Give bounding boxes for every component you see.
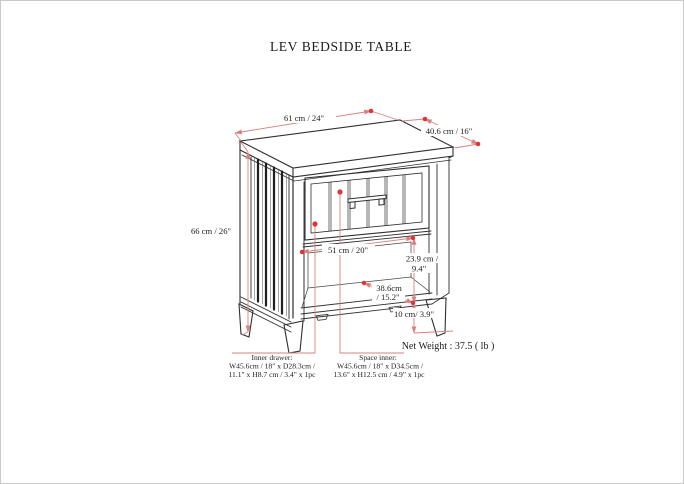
inner-drawer-line1: W45.6cm / 18" x D28.3cm / xyxy=(229,361,315,371)
label-backings xyxy=(272,112,477,318)
space-inner-line1: W45.6cm / 18" x D34.5cm / xyxy=(337,361,423,371)
space-inner-line2: 13.6" x H12.5 cm / 4.9" x 1pc xyxy=(333,370,425,379)
dim-leg-height: 10 cm/ 3.9" xyxy=(393,309,435,319)
diagram-title: LEV BEDSIDE TABLE xyxy=(269,39,413,54)
dim-top-depth: 40.6 cm / 16" xyxy=(425,126,473,136)
back-left-leg xyxy=(239,304,253,337)
space-inner-block xyxy=(334,353,426,379)
dimension-dots xyxy=(300,109,481,305)
inner-drawer-line2: 11.1" x H8.7 cm / 3.4" x 1pc xyxy=(228,370,316,379)
diagram-canvas xyxy=(1,1,684,484)
dim-shelf-depth-2: / 15.2" xyxy=(376,292,400,302)
dim-shelf-depth-1: 38.6cm xyxy=(376,283,402,293)
space-inner-label: Space inner: xyxy=(359,353,397,362)
dim-opening-height-1: 23.9 cm / xyxy=(405,253,439,264)
dim-opening-width: 51 cm / 20" xyxy=(327,245,369,255)
dimension-lines xyxy=(232,111,478,353)
net-weight-label: Net Weight : 37.5 ( lb ) xyxy=(401,341,495,352)
dim-opening-height-2: 9.4" xyxy=(411,263,427,274)
dim-overall-height: 66 cm / 26" xyxy=(190,226,232,236)
inner-drawer-label: Inner drawer: xyxy=(251,353,293,362)
dim-top-width: 61 cm / 24" xyxy=(283,113,325,123)
inner-drawer-block xyxy=(229,353,317,379)
front-left-leg xyxy=(284,321,303,353)
leader-space-inner xyxy=(340,192,404,353)
